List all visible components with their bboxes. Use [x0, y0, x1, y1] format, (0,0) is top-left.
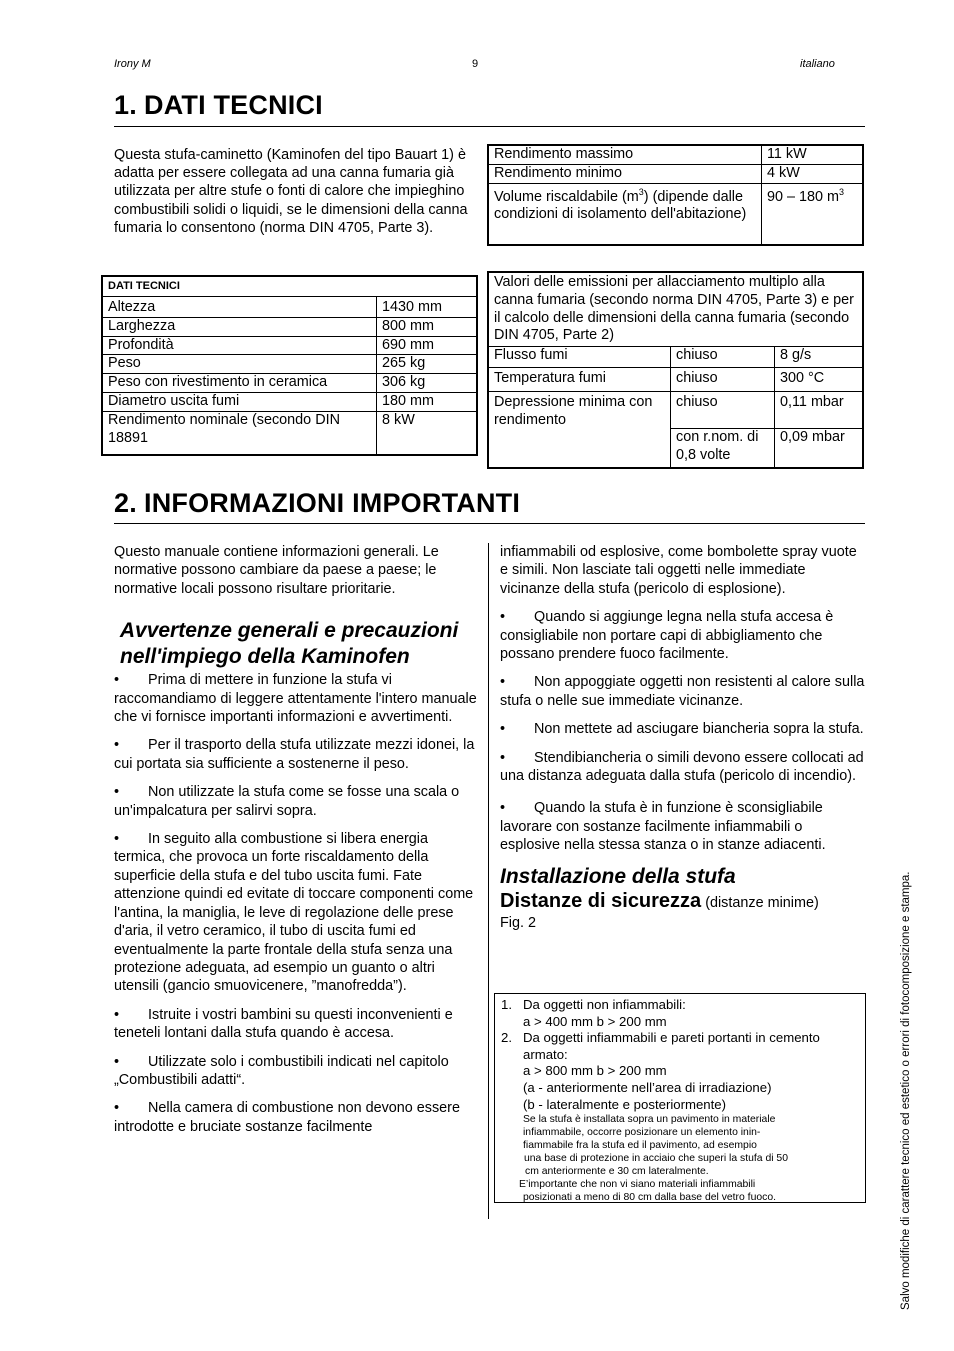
distanze-heading-line: [500, 889, 866, 915]
bullet-text: Non appoggiate oggetti non resistenti al calore sulla stufa o nelle sue immediate vicinanze.: [500, 674, 865, 709]
distanze-heading: Distanze di sicurezza: [500, 889, 702, 912]
table-cell-value: 1430 mm: [377, 297, 478, 318]
table-cell-state: con r.nom. di 0,8 volte: [671, 429, 775, 469]
side-disclaimer: Salvo modifiche di carattere tecnico ed estetico o errori di fotocomposizione e stampa.: [900, 871, 912, 1310]
table-cell-value: 0,09 mbar: [775, 429, 864, 469]
table-cell-label: Profondità: [102, 336, 377, 355]
section-1-heading: [114, 90, 323, 121]
table-row: [102, 297, 477, 318]
table-cell-label: Rendimento nominale (secondo DIN 18891: [102, 411, 377, 455]
table-row: [488, 368, 863, 392]
distanze-item-1-values: a > 400 mm b > 200 mm: [523, 1013, 667, 1029]
rendimento-table: [487, 144, 864, 246]
list-item: [114, 671, 480, 726]
table-cell-state: chiuso: [671, 347, 775, 368]
distanze-item-1: [501, 997, 865, 1014]
bullet-text: Per il trasporto della stufa utilizzate mezzi idonei, la cui portata sia sufficiente a sostenerne il peso.: [114, 737, 475, 772]
table-row: [102, 392, 477, 411]
list-item: [114, 1053, 480, 1090]
column-divider: [488, 543, 489, 1219]
table-cell-value: [762, 183, 864, 245]
bullet-text: Quando la stufa è in funzione è sconsigliabile lavorare con sostanze facilmente infiammabili o esplosive nella stessa stanza o in stanze adiacenti.: [500, 800, 826, 854]
volume-label-pre: Volume riscaldabile (m: [494, 188, 639, 205]
right-column: [500, 543, 866, 931]
list-item: [114, 1006, 480, 1043]
table-cell-label: Altezza: [102, 297, 377, 318]
bullet-text: Quando si aggiunge legna nella stufa accesa è consigliabile non portare capi di abbigliamento che possano prendere fuoco facilmente.: [500, 609, 834, 663]
list-item: [500, 799, 866, 854]
bullet-text: Non mettete ad asciugare biancheria sopra la stufa.: [534, 721, 864, 738]
table-row: [488, 347, 863, 368]
volume-value-sup: 3: [839, 186, 845, 197]
bullet-icon: •: [500, 674, 506, 691]
page-number: 9: [472, 58, 479, 70]
table-cell-label: Larghezza: [102, 317, 377, 336]
list-item: [500, 608, 866, 663]
distanze-item-2: [501, 1030, 865, 1063]
table-title-row: [102, 276, 477, 297]
section-1-number: 1.: [114, 90, 137, 120]
small-note-line: una base di protezione in acciaio che superi la stufa di 50: [524, 1153, 788, 1165]
table-cell-value: 8 g/s: [775, 347, 864, 368]
section-1-rule: [114, 126, 865, 127]
section-1-title: DATI TECNICI: [144, 90, 323, 120]
table-cell-value: 300 °C: [775, 368, 864, 392]
list-item: [500, 749, 866, 786]
bullet-icon: •: [114, 1006, 120, 1023]
small-note-line: infiammabile, occorre posizionare un elemento inin-: [523, 1127, 761, 1139]
item-number: 1.: [501, 997, 512, 1012]
table-cell-value: 800 mm: [377, 317, 478, 336]
table-row: [488, 164, 863, 183]
table-row: [102, 355, 477, 374]
volume-label-sup: 3: [638, 186, 644, 197]
table-cell-state: chiuso: [671, 392, 775, 429]
bullet-text: Stendibiancheria o simili devono essere collocati ad una distanza adeguata dalla stufa (pericolo di incendio).: [500, 749, 864, 785]
small-note-line: cm anteriormente e 30 cm lateralmente.: [525, 1166, 709, 1178]
bullet-icon: •: [500, 749, 506, 766]
table-cell-value: 265 kg: [377, 355, 478, 374]
intro-paragraph-2: Questo manuale contiene informazioni generali. Le normative possono cambiare da paese a paese; le normative locali possono risultare prioritarie.: [114, 544, 439, 597]
distanze-note: (distanze minime): [705, 894, 819, 911]
bullet-icon: •: [114, 737, 120, 754]
bullet-icon: •: [114, 784, 120, 801]
list-item: [114, 830, 480, 996]
table-row: [488, 392, 863, 429]
volume-value: 90 – 180 m: [767, 188, 840, 205]
table-cell-label: Temperatura fumi: [488, 368, 671, 392]
table-cell-label: Peso con rivestimento in ceramica: [102, 374, 377, 393]
list-item: [500, 673, 866, 710]
intro-paragraph: Questa stufa-caminetto (Kaminofen del tipo Bauart 1) è adatta per essere collegata ad una canna fumaria già utilizzata per altre stufe o fonti di calore che impieghino combustibili solidi o liquidi, se le dimensioni della canna fumaria lo consentono (norma DIN 4705, Parte 3).: [114, 147, 468, 236]
figure-label: Fig. 2: [500, 914, 536, 931]
install-heading: Installazione della stufa: [500, 864, 736, 888]
small-note-line: Se la stufa è installata sopra un pavimento in materiale: [523, 1114, 776, 1126]
distanze-box: [494, 993, 866, 1203]
table-row: [488, 145, 863, 164]
table-cell-value: 0,11 mbar: [775, 392, 864, 429]
item-number: 2.: [501, 1030, 512, 1046]
table-cell-value: 11 kW: [762, 145, 864, 164]
small-note-line: fiammabile fra la stufa ed il pavimento, ad esempio: [523, 1140, 757, 1152]
table-cell-value: 180 mm: [377, 392, 478, 411]
item-text: Da oggetti non infiammabili:: [523, 997, 686, 1012]
item-text: Da oggetti infiammabili e pareti portanti in cemento armato:: [523, 1030, 820, 1062]
bullet-text: Prima di mettere in funzione la stufa vi raccomandiamo di leggere attentamente l'intero manuale che vi fornisce importanti informazioni e avvertimenti.: [114, 672, 477, 726]
bullet-icon: •: [500, 800, 506, 817]
list-item: [500, 720, 866, 738]
bullet-text: Nella camera di combustione non devono essere introdotte e bruciate sostanze facilmente: [114, 1100, 460, 1135]
distanze-item-2-b: (b - lateralmente e posteriormente): [523, 1096, 727, 1112]
bullet-text: Utilizzate solo i combustibili indicati nel capitolo „Combustibili adatti“.: [114, 1053, 449, 1088]
bullet-icon: •: [500, 609, 506, 626]
distanze-item-2-a: (a - anteriormente nell’area di irradiazione): [523, 1079, 772, 1095]
small-note-line: posizionati a meno di 80 cm dalla base del vetro fuoco.: [523, 1192, 776, 1204]
table-header-row: [488, 272, 863, 347]
bullet-text: Istruite i vostri bambini su questi inconvenienti e teneteli lontani dalla stufa quando è accesa.: [114, 1006, 453, 1042]
bullet-icon: •: [114, 1053, 120, 1070]
table-cell-label: Diametro uscita fumi: [102, 392, 377, 411]
list-item: [114, 783, 480, 820]
header-left: Irony M: [114, 58, 151, 70]
left-column: [114, 543, 480, 1146]
table-cell-value: 690 mm: [377, 336, 478, 355]
table-cell-label: Peso: [102, 355, 377, 374]
table-cell-state: chiuso: [671, 368, 775, 392]
table-cell-value: 306 kg: [377, 374, 478, 393]
emissioni-header: Valori delle emissioni per allacciamento multiplo alla canna fumaria (secondo norma DIN 4705, Parte 3) e per il calcolo delle dimensioni della canna fumaria (secondo DIN 4705, Parte 2): [488, 272, 863, 347]
table-cell-label: [488, 183, 762, 245]
table-row: [102, 317, 477, 336]
table-cell-label: Rendimento minimo: [488, 164, 762, 183]
table-title: DATI TECNICI: [102, 276, 477, 297]
bullet-icon: •: [500, 721, 506, 738]
emissioni-table: [487, 271, 864, 469]
section-2-number: 2.: [114, 488, 137, 518]
table-row: [102, 374, 477, 393]
list-item: [114, 736, 480, 773]
bullet-icon: •: [114, 1100, 120, 1117]
bullet-icon: •: [114, 831, 120, 848]
bullet-text: In seguito alla combustione si libera energia termica, che provoca un forte riscaldamento della superficie della stufa e del tubo uscita fumi. Fate attenzione quindi ed evitate di toccare componenti come l'antina, la maniglia, le leve di regolazione delle prese d'aria, il vetro ceramico, il tubo di uscita fumi ed eventualmente la parte frontale della stufa senza una protezione adeguata, ad esempio un guanto o altri utensili (gancio smuovicenere, ”manofredda”).: [114, 831, 474, 995]
table-cell-value: 4 kW: [762, 164, 864, 183]
bullet-text: Non utilizzate la stufa come se fosse una scala o un'impalcatura per salirvi sopra.: [114, 784, 460, 819]
header-right: italiano: [800, 58, 835, 70]
dati-tecnici-table: [101, 275, 478, 456]
bullet-icon: •: [114, 672, 120, 689]
subheading-text: Avvertenze generali e precauzioni nell'impiego della Kaminofen: [119, 619, 459, 669]
section-2-rule: [114, 523, 865, 524]
table-cell-label: Rendimento massimo: [488, 145, 762, 164]
table-row: [488, 183, 863, 245]
section-2-heading: [114, 488, 520, 519]
table-row: [102, 411, 477, 455]
section-2-title: INFORMAZIONI IMPORTANTI: [144, 488, 521, 518]
list-item: [114, 1099, 480, 1136]
table-cell-label: Flusso fumi: [488, 347, 671, 368]
subheading-avvertenze: [114, 618, 480, 670]
table-cell-label: Depressione minima con rendimento: [488, 392, 671, 469]
volume-label-post: ) (dipende dalle condizioni di isolamento dell'abitazione): [494, 188, 747, 223]
table-row: [102, 336, 477, 355]
small-note-line: E’importante che non vi siano materiali infiammabili: [519, 1179, 756, 1191]
table-cell-value: 8 kW: [377, 411, 478, 455]
continuation-paragraph: infiammabili od esplosive, come bombolette spray vuote e simili. Non lasciate tali oggetti nelle immediate vicinanze della stufa (pericolo di esplosione).: [500, 544, 857, 597]
distanze-item-2-values: a > 800 mm b > 200 mm: [523, 1063, 667, 1079]
